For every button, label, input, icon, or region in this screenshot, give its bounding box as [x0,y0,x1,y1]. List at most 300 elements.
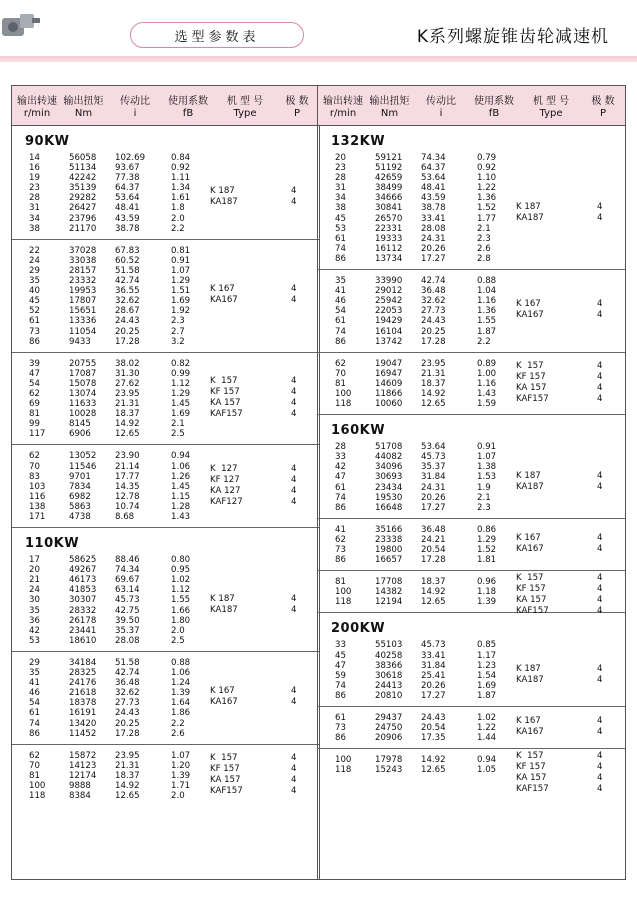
pole-count: 4 [291,284,297,295]
model-block [318,533,625,555]
model-block [12,284,319,306]
factor-cell: 1.69 [477,680,497,691]
model-type: KAF127 [210,496,243,507]
factor-cell: 1.06 [171,461,191,472]
model-row [318,664,625,675]
speed-cell: 35 [335,276,346,287]
header-cell: Nm [74,108,93,119]
data-rows [318,749,625,795]
table-row [318,244,625,254]
speed-cell: 118 [335,399,352,410]
factor-cell: 2.6 [171,728,185,739]
table-row [318,163,625,173]
torque-cell: 46173 [69,575,97,586]
table-row [12,266,319,276]
ratio-cell: 14.92 [421,755,446,766]
ratio-cell: 20.26 [421,243,446,254]
ratio-cell: 27.73 [421,306,446,317]
pole-count: 4 [597,212,603,223]
factor-cell: 1.77 [477,213,497,224]
model-type: K 167 [210,284,235,295]
header-cell: Type [539,108,563,119]
factor-cell: 1.54 [477,670,497,681]
torque-cell: 40258 [375,650,403,661]
torque-cell: 38499 [375,183,403,194]
model-type: KAF157 [516,393,549,404]
factor-cell: 1.07 [477,452,497,463]
torque-cell: 14123 [69,760,97,771]
model-type: KA 157 [516,382,547,393]
factor-cell: 1.52 [477,203,497,214]
ratio-cell: 36.55 [115,286,140,297]
factor-cell: 1.55 [477,316,497,327]
ratio-cell: 23.95 [115,388,140,399]
model-block [12,186,319,208]
torque-cell: 13336 [69,316,97,327]
table-section [318,126,625,270]
data-rows [318,441,625,518]
torque-cell: 13052 [69,451,97,462]
torque-cell: 12194 [375,597,403,608]
speed-cell: 33 [335,640,346,651]
pole-count: 4 [291,697,297,708]
model-row [12,775,319,786]
factor-cell: 1.9 [477,482,491,493]
factor-cell: 1.15 [171,491,191,502]
header-cell: P [293,108,301,119]
ratio-cell: 24.43 [115,316,140,327]
model-block [318,664,625,686]
torque-cell: 19800 [375,545,403,555]
model-type: KA167 [516,310,544,321]
pole-count: 4 [291,604,297,615]
speed-cell: 118 [335,765,352,776]
speed-cell: 74 [335,680,346,691]
model-row [318,471,625,482]
pole-count: 4 [291,785,297,796]
speed-cell: 24 [29,255,40,266]
ratio-cell: 42.74 [421,276,446,287]
torque-cell: 22053 [375,306,403,317]
model-type: K 187 [516,470,541,481]
torque-cell: 11866 [375,388,403,399]
ratio-cell: 12.65 [421,765,446,776]
speed-cell: 59 [335,670,346,681]
factor-cell: 1.66 [171,605,191,616]
torque-cell: 17708 [375,577,403,588]
header-cell: fB [182,108,194,119]
torque-cell: 5863 [69,501,91,512]
model-row [12,697,319,708]
speed-cell: 23 [29,183,40,194]
speed-cell: 46 [29,688,40,699]
torque-cell: 13742 [375,336,403,347]
factor-cell: 1.22 [477,183,497,194]
speed-cell: 29 [29,265,40,276]
model-row [318,383,625,394]
speed-cell: 42 [335,462,346,473]
model-row [318,544,625,555]
table-row [318,493,625,503]
selection-parameter-label: 选型参数表 [130,22,304,48]
model-row [12,475,319,486]
speed-cell: 61 [335,713,346,724]
speed-cell: 83 [29,471,40,482]
table-section [318,613,625,707]
ratio-cell: 17.28 [115,336,140,347]
model-row [318,584,625,598]
model-type: K 187 [210,186,235,197]
ratio-cell: 31.30 [115,368,140,379]
ratio-cell: 17.28 [115,728,140,739]
ratio-cell: 63.14 [115,585,140,596]
table-row [318,276,625,286]
speed-cell: 74 [335,492,346,503]
speed-cell: 45 [335,213,346,224]
torque-cell: 58625 [69,555,97,566]
pole-count: 4 [597,371,603,382]
pole-count: 4 [597,751,603,762]
ratio-cell: 31.84 [421,472,446,483]
speed-cell: 73 [29,326,40,337]
page-title: K系列螺旋锥齿轮减速机 [416,27,609,47]
pole-count: 4 [291,186,297,197]
model-row [318,762,625,776]
table-section [12,126,319,240]
factor-cell: 2.3 [477,233,491,244]
factor-cell: 1.45 [171,399,191,410]
ratio-cell: 45.73 [421,640,446,651]
torque-cell: 4738 [69,512,91,522]
factor-cell: 1.64 [171,698,191,709]
ratio-cell: 39.50 [115,615,140,626]
factor-cell: 0.92 [477,163,497,174]
data-rows [12,152,319,239]
factor-cell: 0.92 [171,163,191,174]
table-row [12,327,319,337]
header-cell: 极 数 [591,96,615,107]
speed-cell: 53 [335,223,346,234]
ratio-cell: 60.52 [115,255,140,266]
torque-cell: 35139 [69,183,97,194]
data-rows [318,270,625,352]
factor-cell: 1.02 [477,713,497,724]
ratio-cell: 28.08 [421,223,446,234]
torque-cell: 21170 [69,223,97,234]
torque-cell: 23338 [375,534,403,545]
model-type: KF 157 [210,763,240,774]
table-row [318,452,625,462]
factor-cell: 1.12 [171,378,191,389]
torque-cell: 14609 [375,378,403,389]
factor-cell: 0.89 [477,358,497,369]
ratio-cell: 12.65 [421,597,446,608]
torque-cell: 33990 [375,276,403,287]
model-type: K 127 [210,463,238,474]
pole-count: 4 [291,485,297,496]
ratio-cell: 17.28 [421,336,446,347]
speed-cell: 35 [29,276,40,287]
torque-cell: 29437 [375,713,403,724]
table-row [12,359,319,369]
speed-cell: 116 [29,491,46,502]
torque-cell: 25942 [375,296,403,307]
torque-cell: 34666 [375,193,403,204]
model-block [318,716,625,738]
pole-count: 4 [291,774,297,785]
pole-count: 4 [597,573,603,584]
factor-cell: 1.29 [477,534,497,545]
factor-cell: 1.36 [477,306,497,317]
torque-cell: 56058 [69,153,97,163]
model-row [318,310,625,321]
speed-cell: 53 [29,635,40,646]
speed-cell: 81 [29,409,40,420]
header-cell: fB [488,108,500,119]
table-row [12,163,319,173]
speed-cell: 41 [29,678,40,689]
speed-cell: 61 [335,233,346,244]
speed-cell: 118 [29,791,46,802]
factor-cell: 1.39 [171,688,191,699]
torque-cell: 30307 [69,595,97,606]
table-row [318,153,625,163]
ratio-cell: 23.95 [115,750,140,761]
torque-cell: 41853 [69,585,97,596]
factor-cell: 0.99 [171,368,191,379]
model-type: KA187 [516,212,544,223]
pole-count: 4 [597,470,603,481]
speed-cell: 86 [335,555,346,566]
factor-cell: 0.94 [171,451,191,462]
model-type: K 187 [516,663,541,674]
ratio-cell: 42.75 [115,605,140,616]
model-row [318,482,625,493]
torque-cell: 13420 [69,718,97,729]
ratio-cell: 36.48 [421,286,446,297]
speed-cell: 47 [335,660,346,671]
model-type: KF 157 [516,762,546,773]
speed-cell: 34 [29,213,40,224]
factor-cell: 1.36 [477,193,497,204]
ratio-cell: 25.41 [421,670,446,681]
header-cell: 传动比 [426,96,456,107]
torque-cell: 18378 [69,698,97,709]
ratio-cell: 20.25 [115,326,140,337]
factor-cell: 1.16 [477,296,497,307]
factor-cell: 3.2 [171,336,185,347]
torque-cell: 16191 [69,708,97,719]
speed-cell: 118 [335,597,352,608]
model-row [12,461,319,475]
ratio-cell: 36.48 [421,524,446,535]
factor-cell: 0.88 [171,657,191,668]
speed-cell: 62 [29,750,40,761]
speed-cell: 23 [335,163,346,174]
speed-cell: 86 [335,253,346,264]
header-cell: 使用系数 [168,96,208,107]
factor-cell: 1.26 [171,471,191,482]
table-row [318,327,625,337]
pole-count: 4 [597,544,603,554]
factor-cell: 0.94 [477,755,497,766]
table-row [318,254,625,264]
table-row [318,173,625,183]
speed-cell: 34 [335,193,346,204]
table-row [318,224,625,234]
torque-cell: 10028 [69,409,97,420]
factor-cell: 1.52 [477,545,497,555]
data-rows [12,353,319,445]
speed-cell: 41 [335,524,346,535]
ratio-cell: 12.65 [421,399,446,410]
table-header [12,86,319,126]
speed-cell: 100 [335,587,352,598]
model-row [318,299,625,310]
speed-cell: 100 [29,780,46,791]
factor-cell: 1.55 [171,595,191,606]
pole-count: 4 [291,763,297,774]
factor-cell: 1.22 [477,723,497,734]
ratio-cell: 64.37 [421,163,446,174]
model-type: K 157 [516,751,544,762]
table-row [318,503,625,513]
ratio-cell: 33.41 [421,650,446,661]
factor-cell: 1.11 [171,173,191,184]
speed-cell: 28 [29,193,40,204]
ratio-cell: 48.41 [421,183,446,194]
ratio-cell: 74.34 [115,565,140,576]
table-row [12,224,319,234]
torque-cell: 30618 [375,670,403,681]
header-cell: 极 数 [285,96,309,107]
torque-cell: 8145 [69,419,91,430]
torque-cell: 28157 [69,265,97,276]
torque-cell: 28332 [69,605,97,616]
torque-cell: 17087 [69,368,97,379]
header-divider [0,56,637,62]
pole-count: 4 [597,310,603,321]
pole-count: 4 [597,773,603,784]
torque-cell: 29012 [375,286,403,297]
speed-cell: 69 [29,399,40,410]
torque-cell: 51192 [375,163,403,174]
model-block [12,376,319,420]
model-block [318,299,625,321]
speed-cell: 38 [335,203,346,214]
ratio-cell: 23.95 [421,358,446,369]
table-row [12,429,319,439]
speed-cell: 86 [29,728,40,739]
header-cell: i [439,108,443,119]
speed-cell: 70 [335,368,346,379]
ratio-cell: 23.90 [115,451,140,462]
speed-cell: 36 [29,615,40,626]
torque-cell: 18610 [69,635,97,646]
torque-cell: 20906 [375,733,403,744]
model-block [12,686,319,708]
speed-cell: 171 [29,512,46,522]
torque-cell: 15243 [375,765,403,776]
model-block [318,358,625,405]
speed-cell: 21 [29,575,40,586]
factor-cell: 1.39 [171,770,191,781]
ratio-cell: 10.74 [115,501,140,512]
ratio-cell: 21.31 [421,368,446,379]
table-section [318,270,625,353]
speed-cell: 22 [29,245,40,256]
model-row [318,716,625,727]
factor-cell: 0.80 [171,555,191,566]
torque-cell: 34184 [69,657,97,668]
ratio-cell: 42.74 [115,668,140,679]
speed-cell: 62 [29,451,40,462]
ratio-cell: 20.25 [421,326,446,337]
speed-cell: 52 [29,306,40,317]
power-rating-heading: 110KW [25,536,80,552]
torque-cell: 51134 [69,163,97,174]
model-row [318,573,625,584]
table-row [12,636,319,646]
ratio-cell: 35.37 [421,462,446,473]
table-section [12,528,319,652]
data-rows [318,707,625,748]
header-cell: P [599,108,607,119]
torque-cell: 42659 [375,173,403,184]
power-rating-heading: 132KW [331,134,386,149]
speed-cell: 41 [335,286,346,297]
factor-cell: 1.02 [171,575,191,586]
factor-cell: 2.0 [171,791,185,802]
table-row [12,626,319,636]
factor-cell: 2.3 [477,502,491,513]
torque-cell: 16947 [375,368,403,379]
pole-count: 4 [597,299,603,310]
table-row [12,708,319,718]
pole-count: 4 [597,360,603,371]
model-row [318,727,625,738]
factor-cell: 1.38 [477,462,497,473]
model-row [318,358,625,372]
factor-cell: 1.69 [171,409,191,420]
speed-cell: 103 [29,481,46,492]
model-type: KA 127 [210,485,241,496]
data-rows [318,519,625,570]
header-cell: Nm [380,108,399,119]
torque-cell: 17807 [69,296,97,307]
model-type: K 157 [210,376,238,387]
speed-cell: 61 [335,316,346,327]
factor-cell: 1.80 [171,615,191,626]
speed-cell: 30 [29,595,40,606]
speed-cell: 14 [29,153,40,163]
model-type: K 187 [210,593,235,604]
pole-count: 4 [291,409,297,420]
ratio-cell: 14.92 [115,419,140,430]
ratio-cell: 27.73 [115,698,140,709]
factor-cell: 1.92 [171,306,191,317]
pole-count: 4 [597,606,603,617]
table-section [12,445,319,528]
torque-cell: 23441 [69,625,97,636]
factor-cell: 1.16 [477,378,497,389]
factor-cell: 2.6 [477,243,491,254]
speed-cell: 74 [335,243,346,254]
model-type: KA 157 [210,774,241,785]
table-row [318,234,625,244]
factor-cell: 1.06 [171,668,191,679]
factor-cell: 0.95 [171,565,191,576]
